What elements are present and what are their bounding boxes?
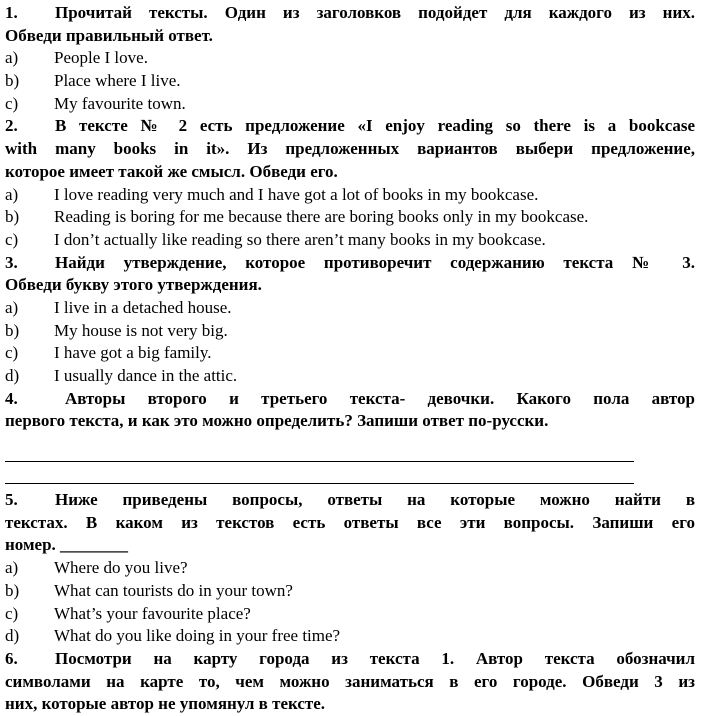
option-letter: b) [5, 580, 20, 600]
option-text: Place where I live. [54, 71, 181, 91]
q3-option-a[interactable] [5, 297, 695, 320]
q6-prompt-line3: них, которые автор не упомянул в тексте. [5, 694, 326, 714]
q3-option-c[interactable] [5, 342, 695, 365]
option-text: What do you like doing in your free time? [54, 626, 341, 646]
q4-number: 4. [5, 388, 18, 408]
q5-number: 5. [5, 490, 18, 510]
q4-answer-line-1[interactable] [5, 461, 634, 462]
q4-prompt-line2: первого текста, и как это можно определить? Запиши ответ по-русски. [5, 411, 549, 431]
q4-prompt-text1: Авторы второго и третьего текста- девочки. Какого пола автор [65, 388, 695, 408]
option-letter: d) [5, 626, 20, 646]
option-text: I live in a detached house. [54, 297, 232, 317]
q5-option-a [5, 557, 695, 580]
q2-option-a[interactable] [5, 184, 695, 207]
option-letter: b) [5, 320, 20, 340]
q5-option-c [5, 603, 695, 626]
q2-prompt-line1 [5, 115, 695, 138]
q1-option-a[interactable] [5, 47, 695, 70]
q3-number: 3. [5, 252, 18, 272]
q6-number: 6. [5, 648, 18, 668]
q5-prompt-line3: номер. ________ [5, 535, 129, 555]
option-letter: c) [5, 229, 19, 249]
q1-prompt-line1 [5, 2, 695, 25]
option-text: Reading is boring for me because there are boring books only in my bookcase. [54, 207, 589, 227]
worksheet [5, 0, 695, 716]
q5-option-d [5, 625, 695, 648]
q5-option-b [5, 580, 695, 603]
option-letter: c) [5, 603, 19, 623]
q2-prompt-text1: В тексте № 2 есть предложение «I enjoy reading so there is a bookcase [55, 116, 695, 136]
q4-answer-line-2[interactable] [5, 483, 634, 484]
q1-option-b[interactable] [5, 70, 695, 93]
option-text: I usually dance in the attic. [54, 366, 238, 385]
q4-prompt-line1 [5, 388, 695, 411]
q6-prompt-line1 [5, 648, 695, 671]
option-text: What can tourists do in your town? [54, 580, 293, 600]
q1-prompt-text1: Прочитай тексты. Один из заголовков подойдет для каждого из них. [55, 3, 695, 22]
q6-prompt-text1: Посмотри на карту города из текста 1. Автор текста обозначил [55, 648, 695, 668]
option-letter: b) [5, 71, 20, 91]
q5-prompt-text1: Ниже приведены вопросы, ответы на которые можно найти в [55, 490, 695, 510]
option-letter: b) [5, 207, 20, 227]
option-text: What’s your favourite place? [54, 603, 251, 623]
q3-option-b[interactable] [5, 320, 695, 343]
q2-option-b[interactable] [5, 206, 695, 229]
option-text: My house is not very big. [54, 320, 228, 340]
option-text: I have got a big family. [54, 343, 212, 363]
q3-option-d[interactable] [5, 365, 695, 388]
q2-prompt-line2: with many books in it». Из предложенных вариантов выбери предложение, [5, 139, 695, 159]
q3-prompt-line2: Обведи букву этого утверждения. [5, 275, 262, 295]
option-letter: d) [5, 366, 20, 385]
q5-prompt-line1 [5, 489, 695, 512]
q2-option-c[interactable] [5, 229, 695, 252]
q1-option-c[interactable] [5, 93, 695, 116]
option-text: I don’t actually like reading so there aren’t many books in my bookcase. [54, 229, 546, 249]
option-letter: c) [5, 93, 19, 113]
q2-number: 2. [5, 116, 18, 136]
q1-number: 1. [5, 3, 18, 22]
option-letter: a) [5, 297, 19, 317]
option-text: People I love. [54, 48, 148, 68]
q6-prompt-line2: символами на карте то, чем можно заниматься в его городе. Обведи 3 из [5, 671, 695, 691]
option-letter: a) [5, 558, 19, 578]
option-text: My favourite town. [54, 93, 186, 113]
q5-prompt-line2: текстах. В каком из текстов есть ответы все эти вопросы. Запиши его [5, 512, 695, 532]
q3-prompt-text1: Найди утверждение, которое противоречит содержанию текста № 3. [55, 252, 695, 272]
option-letter: c) [5, 343, 19, 363]
q2-prompt-line3: которое имеет такой же смысл. Обведи его. [5, 161, 338, 181]
option-letter: a) [5, 48, 19, 68]
option-text: Where do you live? [54, 558, 188, 578]
option-letter: a) [5, 184, 19, 204]
q3-prompt-line1 [5, 252, 695, 275]
q1-prompt-line2: Обведи правильный ответ. [5, 25, 213, 45]
option-text: I love reading very much and I have got a lot of books in my bookcase. [54, 184, 539, 204]
